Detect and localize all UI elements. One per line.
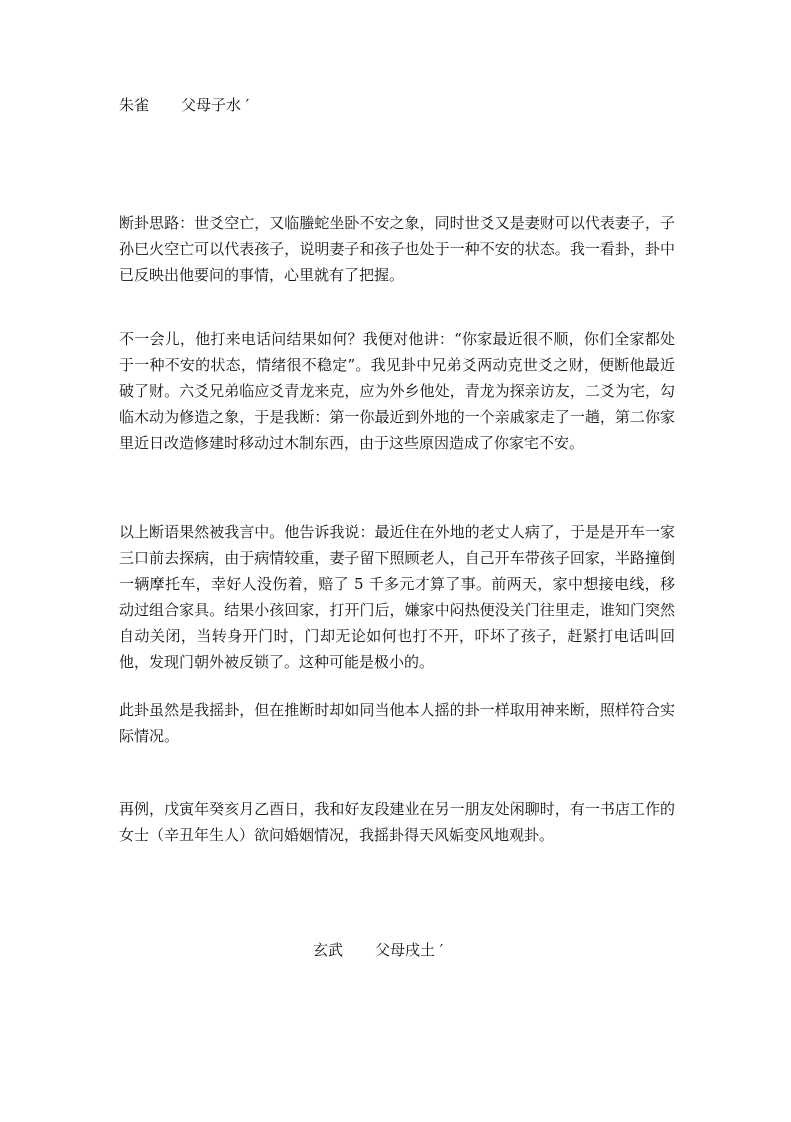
header-line	[119, 92, 249, 118]
footer-line	[313, 937, 443, 963]
paragraph-2: 不一会儿，他打来电话问结果如何？我便对他讲：“你家最近很不顺，你们全家都处于一种不安的状态，情绪很不稳定”。我见卦中兄弟爻两动克世爻之财，便断他最近破了财。六爻兄弟临应爻青龙来克，应为外乡他处，青龙为探亲访友，二爻为宅，勾临木动为修造之象，于是我断：第一你最近到外地的一个亲戚家走了一趟，第二你家里近日改造修建时移动过木制东西，由于这些原因造成了你家宅不安。	[119, 330, 675, 452]
footer-spirit: 玄武	[313, 941, 344, 959]
footer-relation: 父母戌土 ′	[375, 941, 444, 959]
header-spirit: 朱雀	[119, 96, 150, 114]
header-relation: 父母子水 ′	[181, 96, 250, 114]
paragraph-4: 此卦虽然是我摇卦，但在推断时却如同当他本人摇的卦一样取用神来断，照样符合实际情况。	[119, 701, 675, 745]
paragraph-3: 以上断语果然被我言中。他告诉我说：最近住在外地的老丈人病了，于是是开车一家三口前去探病，由于病情较重，妻子留下照顾老人，自己开车带孩子回家，半路撞倒一辆摩托车，幸好人没伤着，赔了 5 千多元才算了事。前两天，家中想接电线，移动过组合家具。结果小孩回家，打开门后，嫌家中闷热便没关门往里走，谁知门突然自动关闭，当转身开门时，门却无论如何也打不开，吓坏了孩子，赶紧打电话叫回他，发现门朝外被反锁了。这种可能是极小的。	[119, 523, 675, 671]
paragraph-5: 再例，戊寅年癸亥月乙酉日，我和好友段建业在另一朋友处闲聊时，有一书店工作的女士（辛丑年生人）欲问婚姻情况，我摇卦得天风姤变风地观卦。	[119, 800, 675, 844]
paragraph-1: 断卦思路：世爻空亡，又临螣蛇坐卧不安之象，同时世爻又是妻财可以代表妻子，子孙巳火空亡可以代表孩子，说明妻子和孩子也处于一种不安的状态。我一看卦，卦中已反映出他要问的事情，心里就有了把握。	[119, 214, 675, 284]
